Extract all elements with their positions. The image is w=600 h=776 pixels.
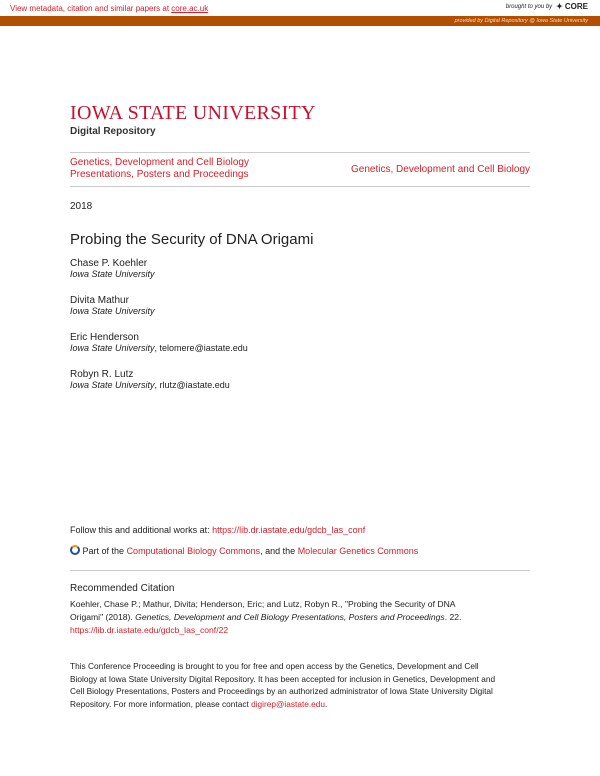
computational-biology-commons-link[interactable]: Computational Biology Commons	[126, 546, 261, 556]
molecular-genetics-commons-link[interactable]: Molecular Genetics Commons	[297, 546, 419, 556]
footer-notice: This Conference Proceeding is brought to you for free and open access by the Genetics, Development and Cell Biology at Iowa State University Digital Repository. It has been accepted for inclusion in Genetics, Development and Cell Biology Presentations, Posters and Proceedings by an authorized administrator of Iowa State University Digital Repository. For more information, please contact digirep@iastate.edu.	[70, 661, 496, 709]
university-logo: IOWA STATE UNIVERSITY	[70, 102, 316, 124]
divider	[70, 570, 530, 571]
citation-link[interactable]: https://lib.dr.iastate.edu/gdcb_las_conf/22	[70, 625, 229, 635]
metadata-text: View metadata, citation and similar papers at core.ac.uk	[10, 4, 209, 13]
brought-by-text: brought to you by	[505, 3, 553, 10]
part-of-line: Part of the Computational Biology Commons, and the Molecular Genetics Commons	[70, 545, 418, 556]
provider-band	[0, 16, 600, 26]
author-list	[70, 258, 248, 406]
divider	[70, 186, 530, 187]
core-attribution	[506, 2, 588, 11]
contact-email-link[interactable]: digirep@iastate.edu	[251, 698, 326, 709]
author: Chase P. Koehler Iowa State University	[70, 258, 155, 279]
divider	[70, 152, 530, 153]
collection-link[interactable]: https://lib.dr.iastate.edu/gdcb_las_conf	[212, 525, 366, 535]
provider-text: provided by Digital Repository @ Iowa State University	[454, 18, 588, 24]
author: Robyn R. Lutz Iowa State University, rlutz@iastate.edu	[70, 369, 230, 390]
series-link[interactable]: Genetics, Development and Cell Biology Presentations, Posters and Proceedings	[70, 157, 249, 180]
core-top-bar	[0, 0, 600, 16]
paper-title: Probing the Security of DNA Origami	[70, 231, 314, 248]
citation-text: Koehler, Chase P.; Mathur, Divita; Henderson, Eric; and Lutz, Robyn R., "Probing the Security of DNA Origami" (2018). Genetics, Development and Cell Biology Presentations, Posters and Proceedings. 22. https://lib.dr.iastate.edu/gdcb_las_conf/22	[70, 599, 462, 635]
department-link[interactable]: Genetics, Development and Cell Biology	[351, 164, 530, 175]
repository-logo: Digital Repository	[70, 126, 156, 137]
citation-heading: Recommended Citation	[70, 583, 175, 594]
year: 2018	[70, 201, 93, 212]
author: Divita Mathur Iowa State University	[70, 295, 155, 316]
core-link[interactable]: core.ac.uk	[171, 4, 209, 13]
core-logo[interactable]: ✦ CORE	[556, 2, 588, 11]
author: Eric Henderson Iowa State University, telomere@iastate.edu	[70, 332, 248, 353]
core-logo-icon: ✦	[556, 2, 563, 11]
bepress-commons-icon	[70, 545, 80, 555]
follow-line: Follow this and additional works at: https://lib.dr.iastate.edu/gdcb_las_conf	[70, 525, 366, 535]
